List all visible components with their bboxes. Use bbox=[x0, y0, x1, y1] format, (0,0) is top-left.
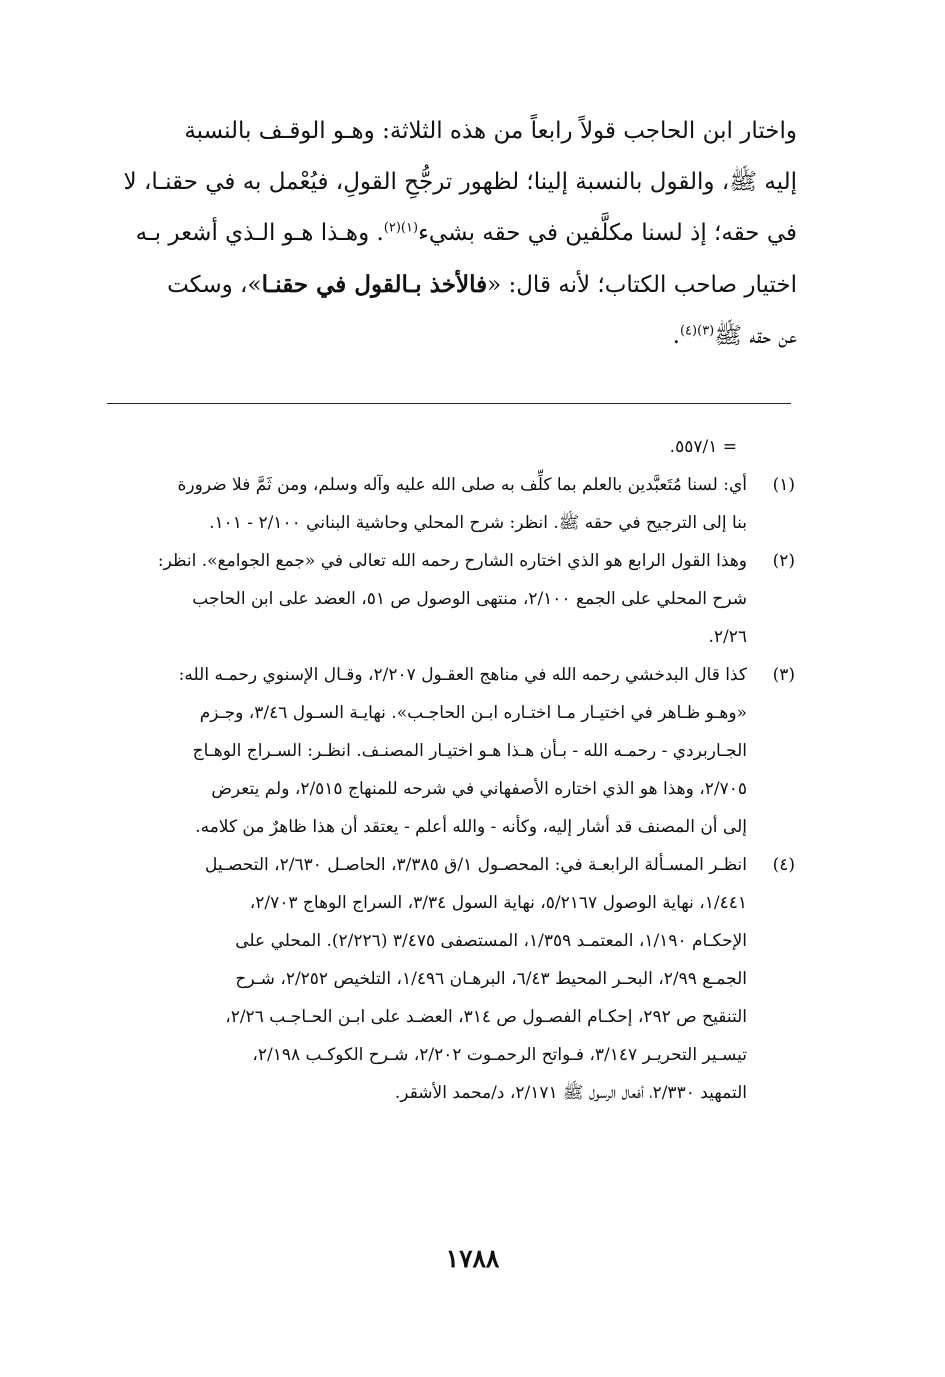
footnote-number: (٢) bbox=[772, 551, 795, 571]
footnote-line: انظـر المسـألة الرابعـة في: المحصـول ١/ق ٣/٣٨٥، الحاصـل ٢/٦٣٠، التحصـيل bbox=[204, 855, 747, 875]
main-line-part: عن حقه ﷺ bbox=[714, 323, 797, 349]
footnote-line: ٢/٢٦. bbox=[708, 627, 747, 647]
footnote-continuation: = ٥٥٧/١. bbox=[669, 437, 737, 457]
footnotes bbox=[107, 428, 795, 1112]
footnote-body bbox=[107, 542, 747, 656]
main-line: واختار ابن الحاجب قولاً رابعاً من هذه الثلاثة: وهـو الوقـف بالنسبة bbox=[184, 118, 797, 144]
footnote-4 bbox=[107, 846, 795, 1112]
footnote-line: أي: لسنا مُتَعبَّدين بالعلم بما كلِّف به صلى الله عليه وآله وسلم، ومن ثَمَّ فلا ضرورة bbox=[177, 475, 747, 495]
footnote-body bbox=[107, 466, 747, 542]
footnote-line: التنقيح ص ٢٩٢، إحكـام الفصـول ص ٣١٤، العضـد على ابـن الحـاجـب ٢/٢٦، bbox=[225, 1007, 747, 1027]
footnote-line: وهذا القول الرابع هو الذي اختاره الشارح رحمه الله تعالى في «جمع الجوامع». انظر: bbox=[157, 551, 747, 571]
page-number: ١٧٨٨ bbox=[445, 1244, 500, 1273]
footnote-2 bbox=[107, 542, 795, 656]
footnote-line: الجمـع ٢/٩٩، البحـر المحيط ٦/٤٣، البرهـان ١/٤٩٦، التلخيص ٢/٢٥٢، شـرح bbox=[235, 969, 747, 989]
main-line-part: »، وسكت bbox=[167, 272, 262, 298]
footnote-line: بنا إلى الترجيح في حقه ﷺ. انظر: شرح المحلي وحاشية البناني ٢/١٠٠ - ١٠١. bbox=[209, 513, 747, 533]
footnote-line: الإحكـام ١/١٩٠، المعتمـد ١/٣٥٩، المستصفى ٣/٤٧٥ (٢/٢٢٦). المحلي على bbox=[235, 931, 747, 951]
footnote-1 bbox=[107, 466, 795, 542]
footnote-line: كذا قال البدخشي رحمه الله في مناهج العقـول ٢/٢٠٧، وقـال الإسنوي رحمـه الله: bbox=[178, 665, 747, 685]
footnote-line: شرح المحلي على الجمع ٢/١٠٠، منتهى الوصول ص ٥١، العضد على ابن الحاجب bbox=[192, 589, 747, 609]
main-line-part: في حقه؛ إذ لسنا مكلَّفين في حقه بشيء bbox=[418, 220, 797, 246]
footnote-body bbox=[107, 656, 747, 846]
main-line-part: . وهـذا هـو الـذي أشعر بـه bbox=[135, 220, 384, 246]
footnote-line: الجـاربردي - رحمـه الله - بـأن هـذا هـو اختيـار المصنـف. انظـر: السـراج الوهـاج bbox=[192, 741, 747, 761]
main-text bbox=[107, 106, 797, 362]
main-line bbox=[107, 311, 797, 362]
footnote-line: إلى أن المصنف قد أشار إليه، وكأنه - والله أعلم - يعتقد أن هذا ظاهرٌ من كلامه. bbox=[195, 817, 747, 837]
footnote-separator bbox=[107, 403, 791, 404]
footnote-line: ٢/٧٠٥، وهذا هو الذي اختاره الأصفهاني في شرحه للمنهاج ٢/٥١٥، ولم يتعرض bbox=[211, 779, 747, 799]
main-line: إليه ﷺ، والقول بالنسبة إلينا؛ لظهور ترجُّحِ القولِ، فيُعْمل به في حقنـا، لا bbox=[123, 169, 797, 195]
footnote-number: (١) bbox=[772, 475, 795, 495]
footnote-marker: (١)(٢) bbox=[383, 220, 419, 236]
footnote-line: تيسـير التحريـر ٣/١٤٧، فـواتح الرحمـوت ٢/٢٠٢، شـرح الكوكـب ٢/١٩٨، bbox=[252, 1045, 747, 1065]
footnote-line: التمهيد ٢/٣٣٠، أفعال الرسول ﷺ ٢/١٧١، د/محمد الأشقر. bbox=[394, 1083, 747, 1103]
footnote-line: «وهـو ظـاهر في اختيـار مـا اختـاره ابـن الحاجـب». نهايـة السـول ٣/٤٦، وجـزم bbox=[199, 703, 747, 723]
footnote-number: (٣) bbox=[772, 665, 795, 685]
main-line bbox=[107, 208, 797, 259]
footnote-3 bbox=[107, 656, 795, 846]
footnote-line: ١/٤٤١، نهاية الوصول ٥/٢١٦٧، نهاية السول ٣/٣٤، السراج الوهاج ٢/٧٠٣، bbox=[249, 893, 747, 913]
quoted-phrase: فالأخذ بـالقول في حقنـا bbox=[261, 271, 488, 298]
main-line-part: اختيار صاحب الكتاب؛ لأنه قال: « bbox=[487, 272, 797, 298]
footnote-body bbox=[107, 846, 747, 1112]
main-line bbox=[107, 259, 797, 311]
footnote-marker: (٣)(٤) bbox=[679, 323, 715, 339]
footnote-number: (٤) bbox=[772, 855, 795, 875]
main-line-part: . bbox=[672, 323, 680, 349]
